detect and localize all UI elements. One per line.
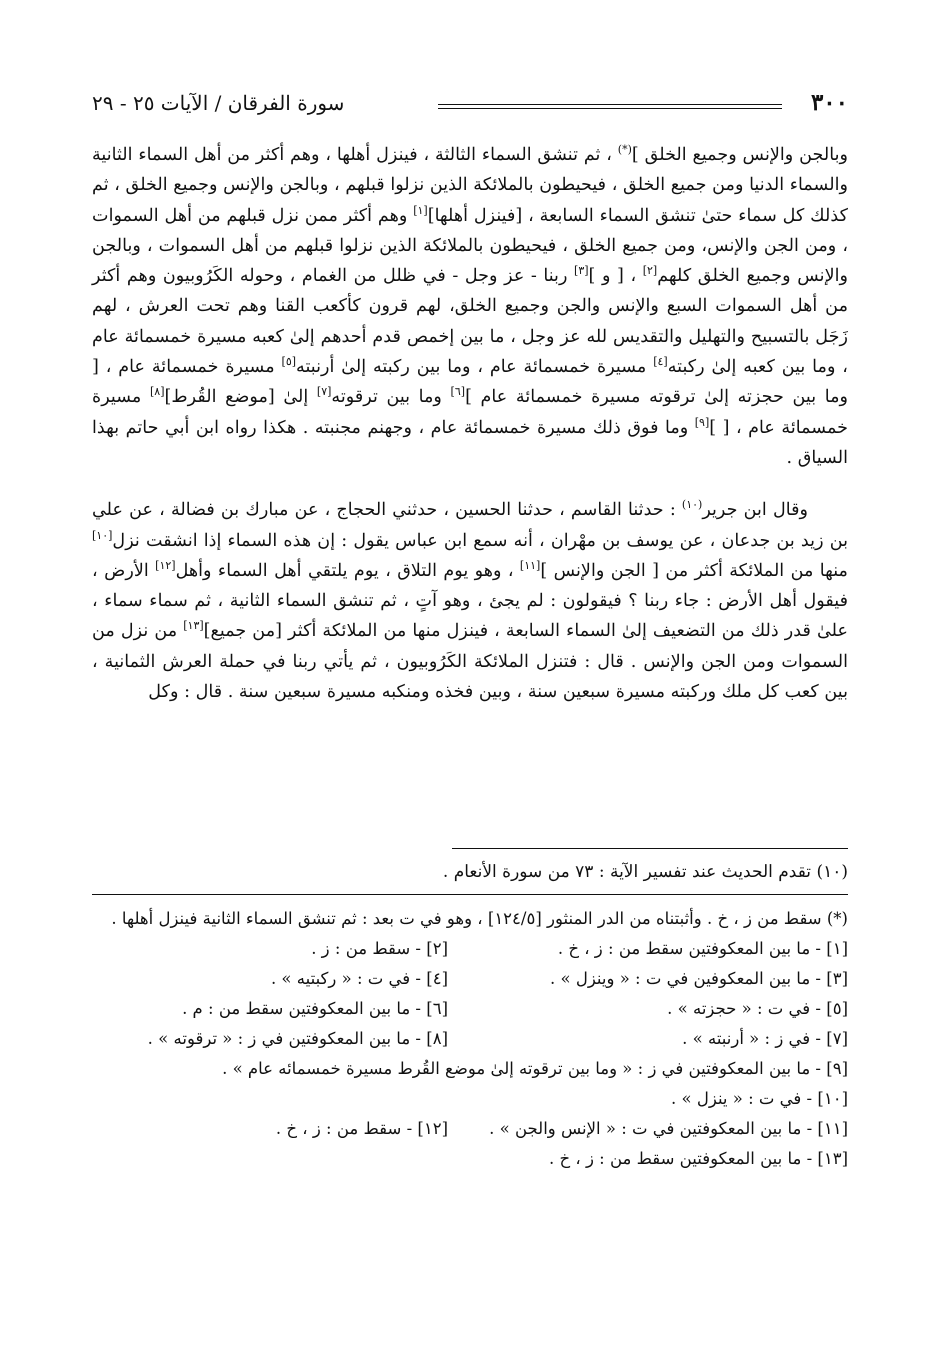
- variant-note-10: [١٠] - في ت : « ينزل » .: [671, 1089, 848, 1108]
- footnote-ref: [١٢]: [155, 559, 176, 572]
- footnote-ref: [٧]: [316, 385, 332, 399]
- text-segment: الأرض ، فيقول أهل الأرض : جاء ربنا ؟ فيقولون : لم يجئ ، وهو آتٍ ، ثم تنشق السماء الثانية ، ثم سماء سماء ، علىٰ قدر ذلك من التضعيف إلىٰ السماء السابعة ، فينزل منها من الملائكة أكثر [من جميع]: [92, 560, 848, 642]
- main-text: [92, 140, 848, 707]
- text-segment: ربنا - عز وجل - في ظلل من الغمام ، وحوله الكَرُوبيون وهم أكثر من أهل السموات السبع والإنس والجن وجميع الخلق، لهم قرون كأكعب القنا وهم تحت العرش ، لهم زَجَل بالتسبيح والتهليل والتقديس لله عز وجل ، ما بين إخمص قدم أحدهم إلىٰ كعبه مسيرة خمسمائة عام ، وما بين كعبه إلىٰ ركبته: [92, 266, 848, 378]
- text-segment: منها من الملائكة أكثر من [ الجن والإنس ]: [540, 560, 848, 581]
- footnote-ref: [١]: [413, 203, 428, 217]
- header-double-rule: [438, 104, 782, 109]
- variant-notes: [92, 904, 848, 1174]
- text-segment: وما فوق ذلك مسيرة خمسمائة عام ، وجهنم مجنبته . هكذا رواه ابن أبي حاتم بهذا السياق .: [92, 417, 848, 468]
- variant-row: [92, 1024, 848, 1054]
- text-segment: وقال ابن جرير: [702, 500, 808, 521]
- variant-note-6: [٦] - ما بين المعكوفتين سقط من : م .: [182, 999, 448, 1018]
- footnote-ref: [١٠]: [92, 528, 113, 542]
- footnote-ref: [٥]: [281, 355, 297, 369]
- footnote-ref: (١٠): [681, 498, 703, 512]
- variant-note-11: [١١] - ما بين المعكوفتين في ت : « الإنس والجن » .: [489, 1119, 848, 1138]
- variant-note-12: [١٢] - سقط من : ز ، خ .: [275, 1119, 448, 1138]
- variant-note-1: [١] - ما بين المعكوفتين سقط من : ز ، خ .: [557, 939, 848, 958]
- variant-note-3: [٣] - ما بين المعكوفين في ت : « وينزل » .: [550, 969, 848, 988]
- text-segment: : حدثنا القاسم ، حدثنا الحسين ، حدثني الحجاج ، عن مبارك بن فضالة ، عن علي بن زيد بن جدعان ، عن يوسف بن مهْران ، أنه سمع ابن عباس يقول : إن هذه السماء إذا انشقت نزل: [92, 500, 848, 551]
- footnote-ref: (*): [617, 143, 632, 157]
- footnote-ref: [٨]: [149, 385, 165, 399]
- text-segment: ، [ و ]: [588, 266, 643, 287]
- footnote-ref: [١١]: [519, 559, 541, 572]
- variant-note-star: (*) سقط من ز ، خ . وأثبتناه من الدر المنثور [١٢٤/٥] ، وهو في ت بعد : ثم تنشق السماء الثانية فينزل أهلها .: [111, 909, 848, 928]
- footnote-ref: [١٣]: [183, 619, 204, 633]
- paragraph-1: [92, 140, 848, 473]
- variant-row: [92, 934, 848, 964]
- variant-note-4: [٤] - في ت : « ركبتيه » .: [270, 969, 448, 988]
- text-segment: وما بين ترقوته: [331, 387, 451, 408]
- text-segment: من نزل من السموات ومن الجن والإنس . قال : فتنزل الملائكة الكَرُوبيون ، ثم يأتي ربنا في حملة العرش الثمانية ، بين كعب كل ملك وركبته مسيرة سبعين سنة ، وبين فخذه ومنكبه مسيرة سبعين سنة . قال : وكل: [92, 621, 848, 703]
- running-title: سورة الفرقان / الآيات ٢٥ - ٢٩: [92, 91, 345, 115]
- text-segment: إلىٰ [موضع القُرط]: [164, 387, 317, 408]
- text-segment: ، ثم تنشق السماء الثالثة ، فينزل أهلها ، وهم أكثر من أهل السماء الثانية والسماء الدنيا ومن جميع الخلق ، فيحيطون بالملائكة الذين نزلوا قبلهم ، وبالجن والإنس وجميع الخلق ، ثم كذلك كل سماء حتىٰ تنشق السماء السابعة ، [فينزل أهلها]: [92, 145, 848, 226]
- variant-note-9: [٩] - ما بين المعكوفتين في ز : « وما بين ترقوته إلىٰ موضع القُرط مسيرة خمسمائه عام » .: [222, 1059, 848, 1078]
- text-segment: مسيرة خمسمائة عام ، وما بين ركبته إلىٰ أرنبته: [296, 357, 654, 378]
- paragraph-2: [92, 495, 848, 707]
- text-segment: مسيرة خمسمائة عام ، [ ]: [92, 387, 848, 438]
- variant-note-13: [١٣] - ما بين المعكوفتين سقط من : ز ، خ .: [548, 1149, 848, 1168]
- variant-note-8: [٨] - ما بين المعكوفتين في ز : « ترقوته » .: [147, 1029, 448, 1048]
- page-number: ٣٠٠: [810, 89, 848, 116]
- variants-separator: [92, 894, 848, 895]
- footnote-ref: [٣]: [574, 264, 589, 278]
- variant-note-5: [٥] - في ت : « حجزته » .: [667, 999, 848, 1018]
- text-segment: ، وهو يوم التلاق ، يوم يلتقي أهل السماء وأهل: [175, 560, 520, 581]
- page-header: [92, 88, 848, 122]
- variant-row: [92, 994, 848, 1024]
- variant-note-2: [٢] - سقط من : ز .: [311, 939, 448, 958]
- text-segment: وهم أكثر ممن نزل قبلهم من أهل السموات ، ومن الجن والإنس، ومن جميع الخلق ، فيحيطون بالملائكة الذين نزلوا قبلهم من أهل السموات ، وبالجن والإنس وجميع الخلق كلهم: [92, 205, 848, 287]
- text-segment: وبالجن والإنس وجميع الخلق ]: [631, 145, 848, 165]
- footnote-ref: [٩]: [694, 415, 710, 429]
- text-segment: مسيرة خمسمائة عام ، [ وما بين حجزته إلىٰ ترقوته مسيرة خمسمائة عام ]: [92, 357, 848, 408]
- footnote-ref: [٦]: [450, 385, 466, 399]
- variant-note-7: [٧] - في ز : « أرنبته » .: [682, 1029, 848, 1048]
- footnote-separator: [452, 848, 848, 849]
- footnote-ref: [٤]: [653, 355, 668, 369]
- footnote-ref: [٢]: [642, 264, 658, 278]
- footnote-10: (١٠) تقدم الحديث عند تفسير الآية : ٧٣ من سورة الأنعام .: [442, 862, 848, 882]
- variant-row: [92, 1114, 848, 1144]
- variant-row: [92, 964, 848, 994]
